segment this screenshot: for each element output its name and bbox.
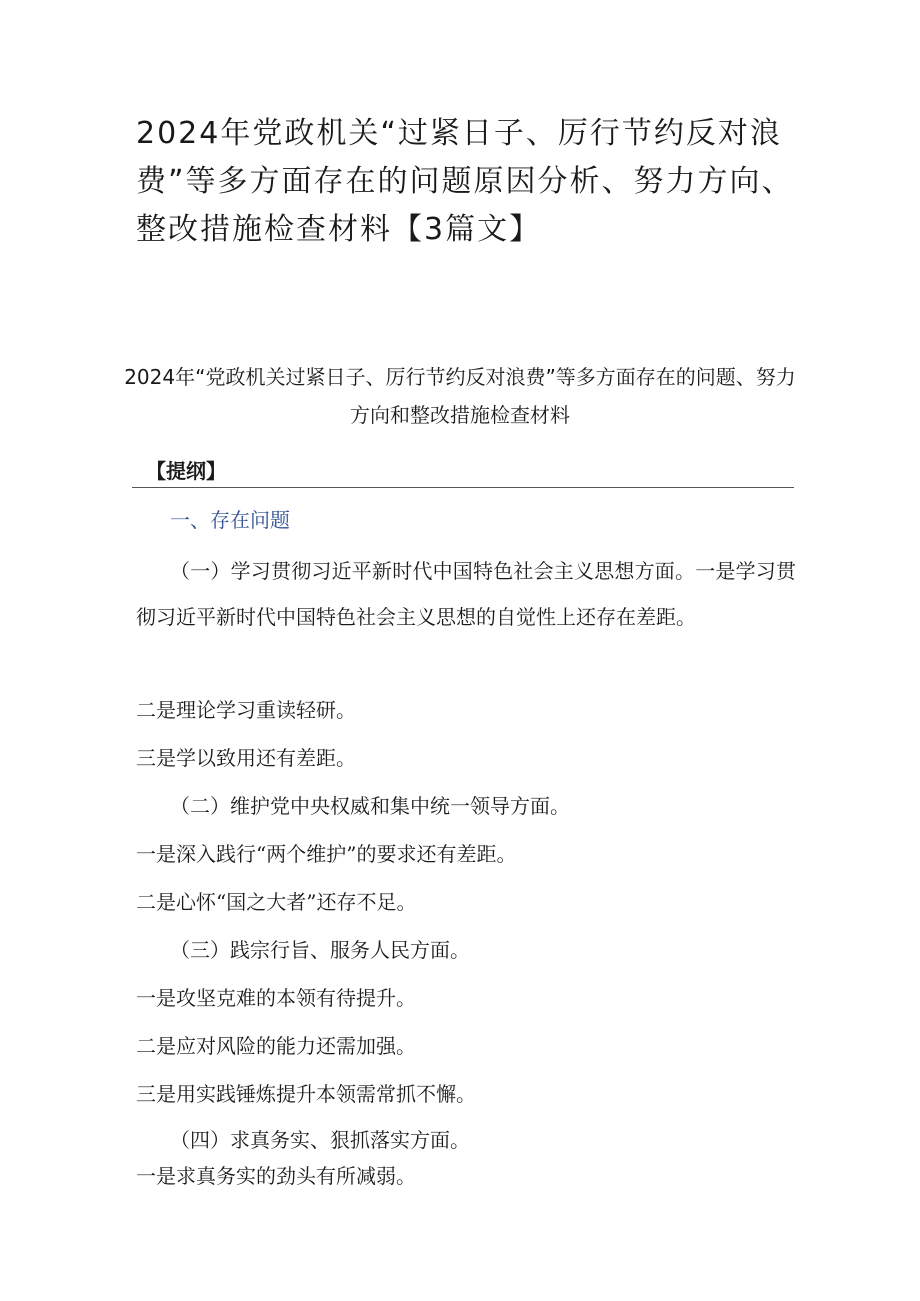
- paragraph-item: 二是心怀“国之大者”还存不足。: [136, 890, 417, 914]
- paragraph-item: 一是求真务实的劲头有所减弱。: [136, 1164, 416, 1188]
- paragraph-item: 二是应对风险的能力还需加强。: [136, 1034, 416, 1058]
- paragraph-item: 二是理论学习重读轻研。: [136, 698, 356, 722]
- paragraph-item: （一）学习贯彻习近平新时代中国特色社会主义思想方面。一是学习贯彻习近平新时代中国特色社会主义思想的自觉性上还存在差距。: [136, 559, 796, 629]
- document-subtitle: 2024年“党政机关过紧日子、厉行节约反对浪费”等多方面存在的问题、努力方向和整改措施检查材料: [124, 365, 796, 427]
- divider-line: [132, 487, 794, 488]
- paragraph-item: （二）维护党中央权威和集中统一领导方面。: [170, 794, 570, 818]
- paragraph-item: 一是深入践行“两个维护”的要求还有差距。: [136, 842, 517, 866]
- paragraph-item: 三是学以致用还有差距。: [136, 746, 356, 770]
- document-title: 2024年党政机关“过紧日子、厉行节约反对浪费”等多方面存在的问题原因分析、努力方向、整改措施检查材料【3篇文】: [136, 116, 794, 247]
- paragraph-item: （四）求真务实、狠抓落实方面。: [170, 1128, 470, 1152]
- section-heading: 一、存在问题: [170, 508, 290, 532]
- outline-label: 【提纲】: [146, 459, 226, 483]
- paragraph-item: 一是攻坚克难的本领有待提升。: [136, 986, 416, 1010]
- paragraph-item: （三）践宗行旨、服务人民方面。: [170, 938, 470, 962]
- paragraph-item: 三是用实践锤炼提升本领需常抓不懈。: [136, 1082, 476, 1106]
